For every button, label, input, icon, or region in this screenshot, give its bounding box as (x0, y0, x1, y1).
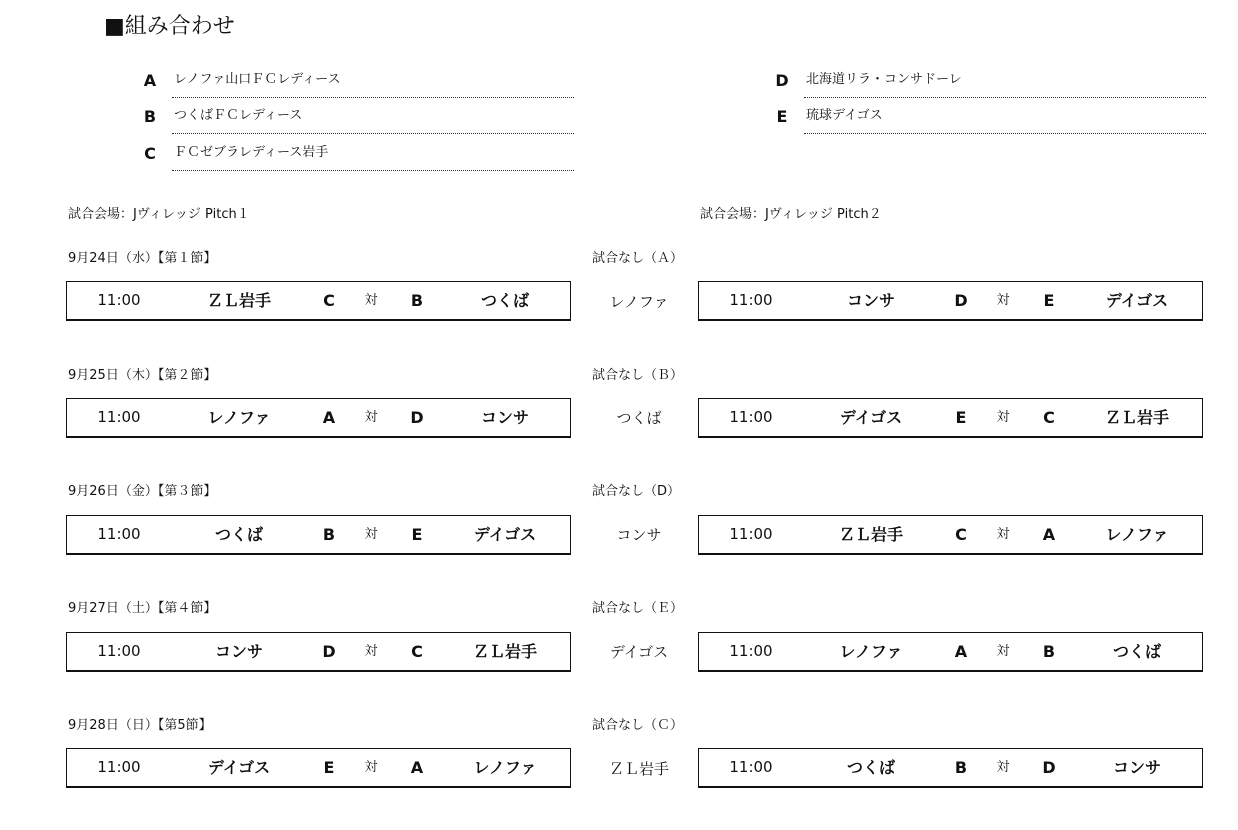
match-time: 11:00 (97, 291, 141, 309)
vs-label: 対 (996, 410, 1010, 425)
match-time: 11:00 (729, 525, 773, 543)
team-name: 北海道リラ・コンサドーレ (806, 72, 962, 87)
vs-label: 対 (996, 527, 1010, 542)
match-time: 11:00 (729, 642, 773, 660)
day-label: 9月25日（木）【第２節】 (68, 368, 217, 383)
page-title: ■組み合わせ (104, 14, 235, 39)
bye-label: 試合なし（D） (592, 484, 681, 499)
team-letter: B (143, 107, 157, 126)
team-letter: D (775, 71, 789, 90)
away-letter: D (410, 408, 424, 427)
day-label: 9月26日（金）【第３節】 (68, 484, 217, 499)
home-team: デイゴス (207, 758, 271, 777)
vs-label: 対 (364, 410, 378, 425)
bye-label: 試合なし（Ａ） (592, 251, 684, 266)
away-letter: C (411, 642, 423, 661)
match-time: 11:00 (729, 758, 773, 776)
home-letter: E (955, 408, 967, 427)
bye-label: 試合なし（Ｅ） (592, 601, 684, 616)
home-team: コンサ (214, 642, 263, 661)
away-team: コンサ (1112, 758, 1161, 777)
bye-team: ＺＬ岩手 (608, 760, 669, 778)
away-letter: B (410, 291, 424, 310)
home-letter: C (323, 291, 335, 310)
match-time: 11:00 (97, 525, 141, 543)
match-pitch1 (66, 632, 571, 672)
team-underline (172, 170, 574, 171)
bye-team: レノファ (609, 293, 669, 311)
team-name: 琉球デイゴス (806, 108, 883, 123)
home-letter: A (954, 642, 968, 661)
away-team: つくば (480, 291, 529, 310)
bye-label: 試合なし（Ｃ） (592, 718, 684, 733)
away-team: レノファ (473, 758, 537, 777)
team-underline (804, 97, 1206, 98)
match-pitch1 (66, 748, 571, 788)
match-pitch2 (698, 281, 1203, 321)
vs-label: 対 (996, 760, 1010, 775)
vs-label: 対 (364, 644, 378, 659)
venue-pitch1: 試合会場：Jヴィレッジ Pitch１ (68, 207, 250, 222)
away-letter: C (1043, 408, 1055, 427)
home-letter: B (954, 758, 968, 777)
bye-team: コンサ (616, 526, 662, 544)
match-pitch1 (66, 515, 571, 555)
away-team: デイゴス (473, 525, 537, 544)
away-team: レノファ (1105, 525, 1169, 544)
away-letter: E (411, 525, 423, 544)
match-pitch1 (66, 398, 571, 438)
team-letter: A (143, 71, 157, 90)
home-team: ＺＬ岩手 (206, 291, 271, 310)
match-time: 11:00 (729, 408, 773, 426)
away-letter: D (1042, 758, 1056, 777)
home-team: レノファ (207, 408, 271, 427)
bye-label: 試合なし（Ｂ） (592, 368, 684, 383)
away-letter: A (410, 758, 424, 777)
bye-team: デイゴス (609, 643, 669, 661)
day-label: 9月27日（土）【第４節】 (68, 601, 217, 616)
home-team: ＺＬ岩手 (838, 525, 903, 544)
team-underline (172, 97, 574, 98)
match-time: 11:00 (97, 642, 141, 660)
team-underline (172, 133, 574, 134)
team-name: つくばＦＣレディース (174, 108, 303, 123)
away-letter: A (1042, 525, 1056, 544)
home-team: レノファ (839, 642, 903, 661)
home-team: つくば (846, 758, 895, 777)
home-team: つくば (214, 525, 263, 544)
match-pitch2 (698, 398, 1203, 438)
match-pitch2 (698, 748, 1203, 788)
vs-label: 対 (996, 644, 1010, 659)
team-name: ＦＣゼブラレディース岩手 (174, 145, 329, 160)
venue-pitch2: 試合会場：Jヴィレッジ Pitch２ (700, 207, 882, 222)
team-name: レノファ山口ＦＣレディース (174, 72, 341, 87)
away-team: ＺＬ岩手 (472, 642, 537, 661)
match-time: 11:00 (97, 408, 141, 426)
match-time: 11:00 (97, 758, 141, 776)
team-underline (804, 133, 1206, 134)
day-label: 9月28日（日）【第5節】 (68, 718, 212, 733)
vs-label: 対 (364, 527, 378, 542)
home-letter: B (322, 525, 336, 544)
vs-label: 対 (996, 293, 1010, 308)
home-letter: A (322, 408, 336, 427)
home-team: デイゴス (839, 408, 903, 427)
team-letter: C (144, 144, 156, 163)
away-team: ＺＬ岩手 (1104, 408, 1169, 427)
home-letter: E (323, 758, 335, 777)
match-pitch2 (698, 515, 1203, 555)
away-team: デイゴス (1105, 291, 1169, 310)
bye-team: つくば (616, 409, 662, 427)
match-pitch1 (66, 281, 571, 321)
away-team: つくば (1112, 642, 1161, 661)
away-letter: B (1042, 642, 1056, 661)
match-pitch2 (698, 632, 1203, 672)
home-letter: D (322, 642, 336, 661)
home-letter: D (954, 291, 968, 310)
away-letter: E (1043, 291, 1055, 310)
vs-label: 対 (364, 293, 378, 308)
home-team: コンサ (846, 291, 895, 310)
home-letter: C (955, 525, 967, 544)
vs-label: 対 (364, 760, 378, 775)
team-letter: E (776, 107, 788, 126)
day-label: 9月24日（水）【第１節】 (68, 251, 217, 266)
away-team: コンサ (480, 408, 529, 427)
match-time: 11:00 (729, 291, 773, 309)
